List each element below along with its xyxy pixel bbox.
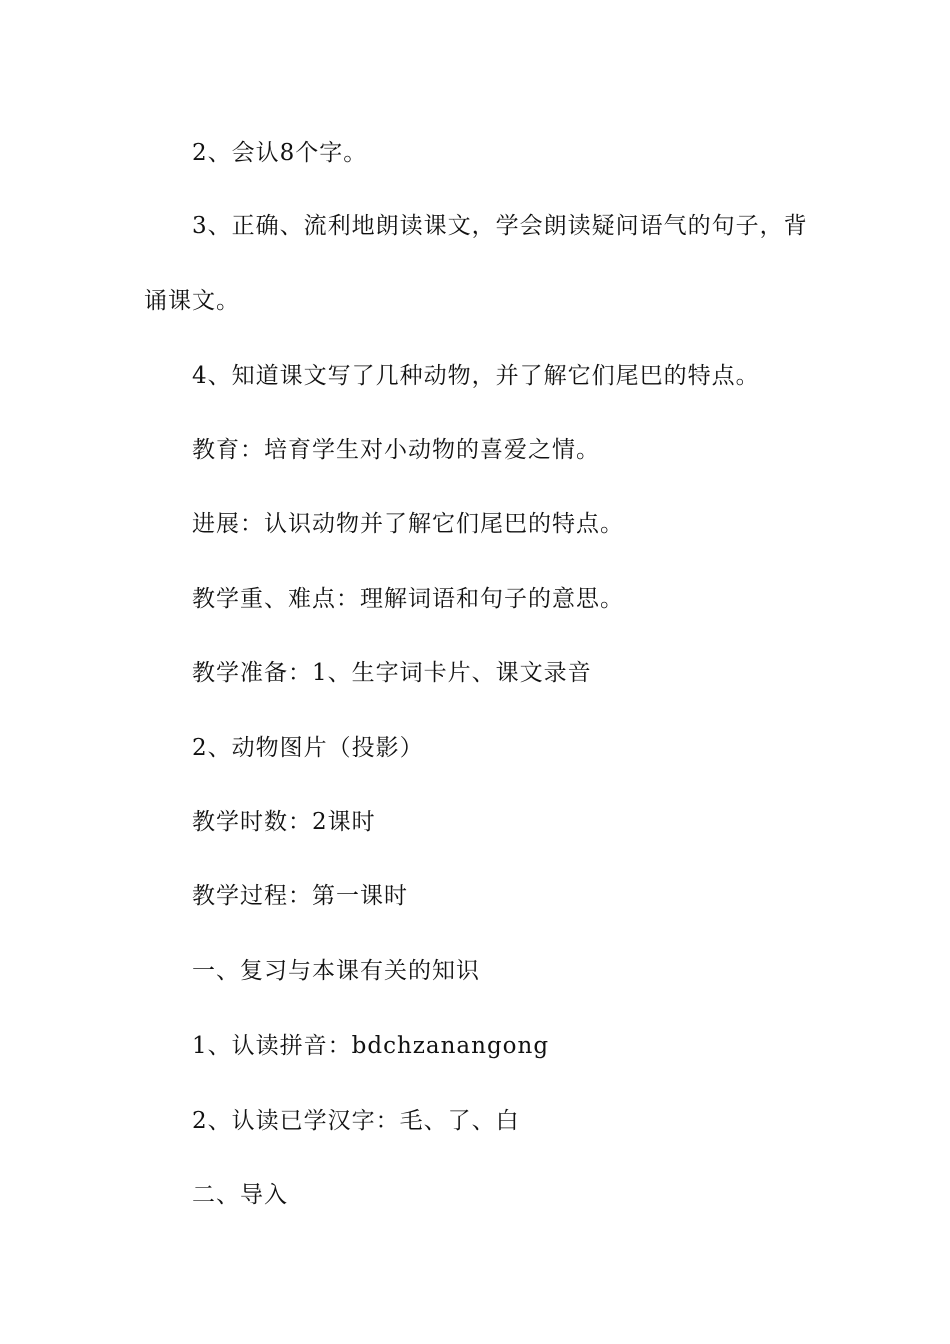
text-line: 教学准备：1、生字词卡片、课文录音 (192, 660, 592, 686)
text-line: 教学过程：第一课时 (192, 883, 408, 909)
text-line: 3、正确、流利地朗读课文，学会朗读疑问语气的句子，背 (192, 213, 808, 239)
text-line: 1、认读拼音：bdchzanangong (192, 1033, 550, 1059)
text-line: 2、会认8个字。 (192, 140, 368, 166)
text-line: 教学时数：2课时 (192, 809, 376, 835)
text-line: 一、复习与本课有关的知识 (192, 958, 480, 984)
text-line: 诵课文。 (144, 288, 240, 314)
text-line: 教育：培育学生对小动物的喜爱之情。 (192, 437, 600, 463)
text-line: 进展：认识动物并了解它们尾巴的特点。 (192, 511, 624, 537)
text-line: 2、动物图片（投影） (192, 735, 424, 761)
text-line: 二、导入 (192, 1182, 288, 1208)
text-line: 2、认读已学汉字：毛、了、白 (192, 1108, 520, 1134)
text-line: 4、知道课文写了几种动物，并了解它们尾巴的特点。 (192, 363, 760, 389)
text-line: 教学重、难点：理解词语和句子的意思。 (192, 586, 624, 612)
